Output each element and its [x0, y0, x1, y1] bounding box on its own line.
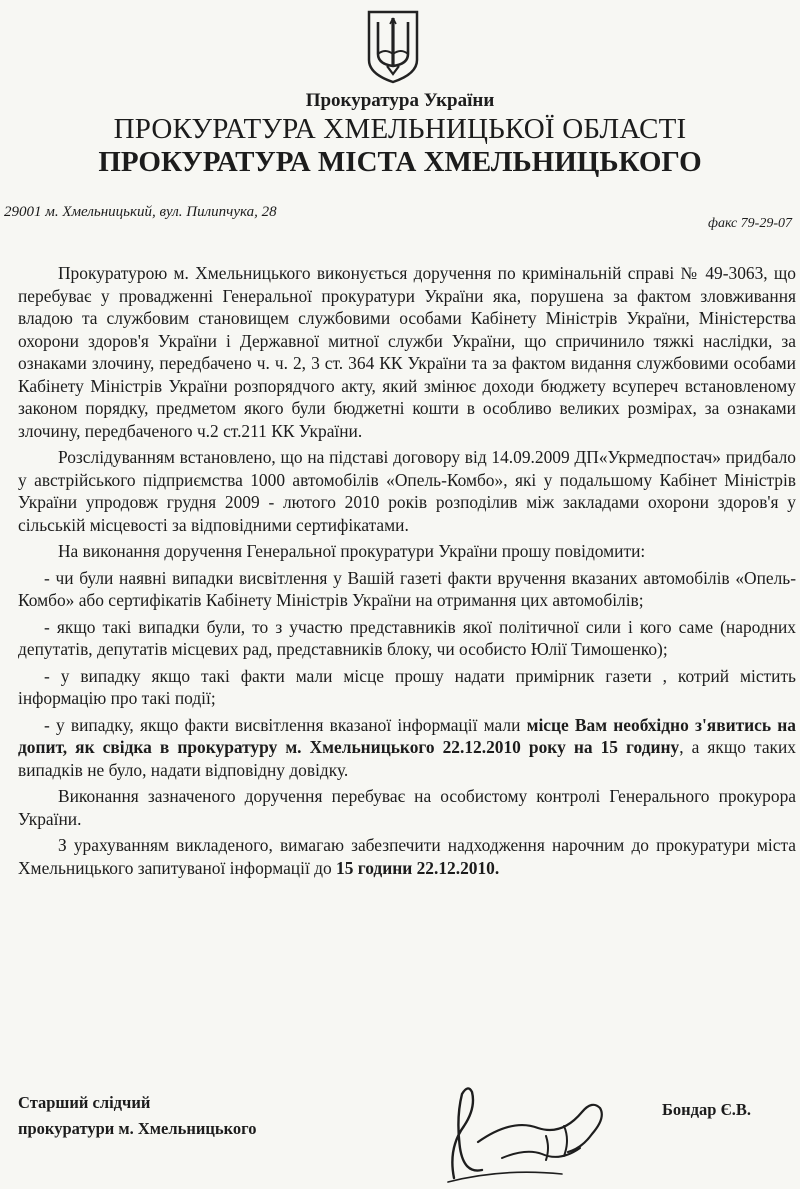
request-item-4-start: - у випадку, якщо факти висвітлення вказаної інформації мали [44, 714, 527, 735]
handwritten-signature [442, 1078, 617, 1186]
paragraph-investigation: Розслідуванням встановлено, що на підставі договору від 14.09.2009 ДП«Укрмедпостач» придбало у австрійського підприємства 1000 автомобілів «Опель-Комбо», які у подальшому Кабінет Міністрів України упродовж грудня 2009 - лютого 2010 років розподілив між закладами охорони здоров'я у сільській місцевості за відповідними сертифікатами. [18, 447, 796, 535]
signatory-title [18, 1090, 256, 1142]
signatory-name: Бондар Є.В. [662, 1100, 752, 1119]
fax-number: факс 79-29-07 [708, 216, 792, 231]
org-line-city: ПРОКУРАТУРА МІСТА ХМЕЛЬНИЦЬКОГО [98, 146, 702, 178]
request-item-3: - у випадку якщо такі факти мали місце прошу надати примірник газети , котрий містить інформацію про такі події; [18, 665, 796, 708]
deadline-text: З урахуванням викладеного, вимагаю забезпечити надходження нарочним до прокуратури міста Хмельницького запитуваної інформації до [18, 835, 796, 878]
signatory-position: Старший слідчий [18, 1093, 151, 1112]
paragraph-deadline [18, 834, 796, 879]
request-item-1: - чи були наявні випадки висвітлення у Вашій газеті факти вручення вказаних автомобілів «Опель-Комбо» або сертифікатів Кабінету Міністрів України на отримання цих автомобілів; [18, 567, 796, 610]
org-line-region: ПРОКУРАТУРА ХМЕЛЬНИЦЬКОЇ ОБЛАСТІ [113, 113, 687, 145]
paragraph-request-intro: На виконання доручення Генеральної прокуратури України прошу повідомити: [58, 541, 646, 561]
deadline-date: 15 години 22.12.2010. [336, 857, 500, 878]
paragraph-control: Виконання зазначеного доручення перебуває на особистому контролі Генерального прокурора України. [18, 786, 796, 829]
request-item-4-end: , а якщо таких випадків не було, надати відповідну довідку. [18, 737, 796, 780]
request-item-4-summons: місце Вам необхідно з'явитись на допит, як свідка в прокуратуру м. Хмельницького 22.12.2010 року на 15 годину [18, 714, 796, 757]
signatory-office: прокуратури м. Хмельницького [18, 1119, 257, 1138]
org-line-ukraine: Прокуратура України [305, 90, 495, 111]
trident-emblem-icon [365, 8, 421, 84]
request-item-2: - якщо такі випадки були, то з участю представників якої політичної сили і кого саме (народних депутатів, депутатів місцевих рад, представників блоку, чи особисто Юлії Тимошенко); [18, 616, 796, 659]
office-address: 29001 м. Хмельницький, вул. Пилипчука, 28 [4, 204, 277, 220]
request-item-4 [18, 714, 796, 782]
paragraph-case: Прокуратурою м. Хмельницького виконується доручення по кримінальній справі № 49-3063, що перебуває у провадженні Генеральної прокуратури України яка, порушена за фактом зловживання владою та службовим становищем службовими особами Кабінету Міністрів України, Міністерства охорони здоров'я України і Державної митної служби України, що спричинило тяжкі наслідки, за ознаками злочину, передбачено ч. ч. 2, 3 ст. 364 КК України та за фактом видання службовими особами Кабінету Міністрів України розпорядчого акту, який змінює доходи бюджету всупереч встановленому законом порядку, предметом якого були бюджетні кошти в особливо великих розмірах, за ознаками злочину, передбаченого ч.2 ст.211 КК України. [18, 263, 796, 441]
letter-body [18, 262, 796, 883]
